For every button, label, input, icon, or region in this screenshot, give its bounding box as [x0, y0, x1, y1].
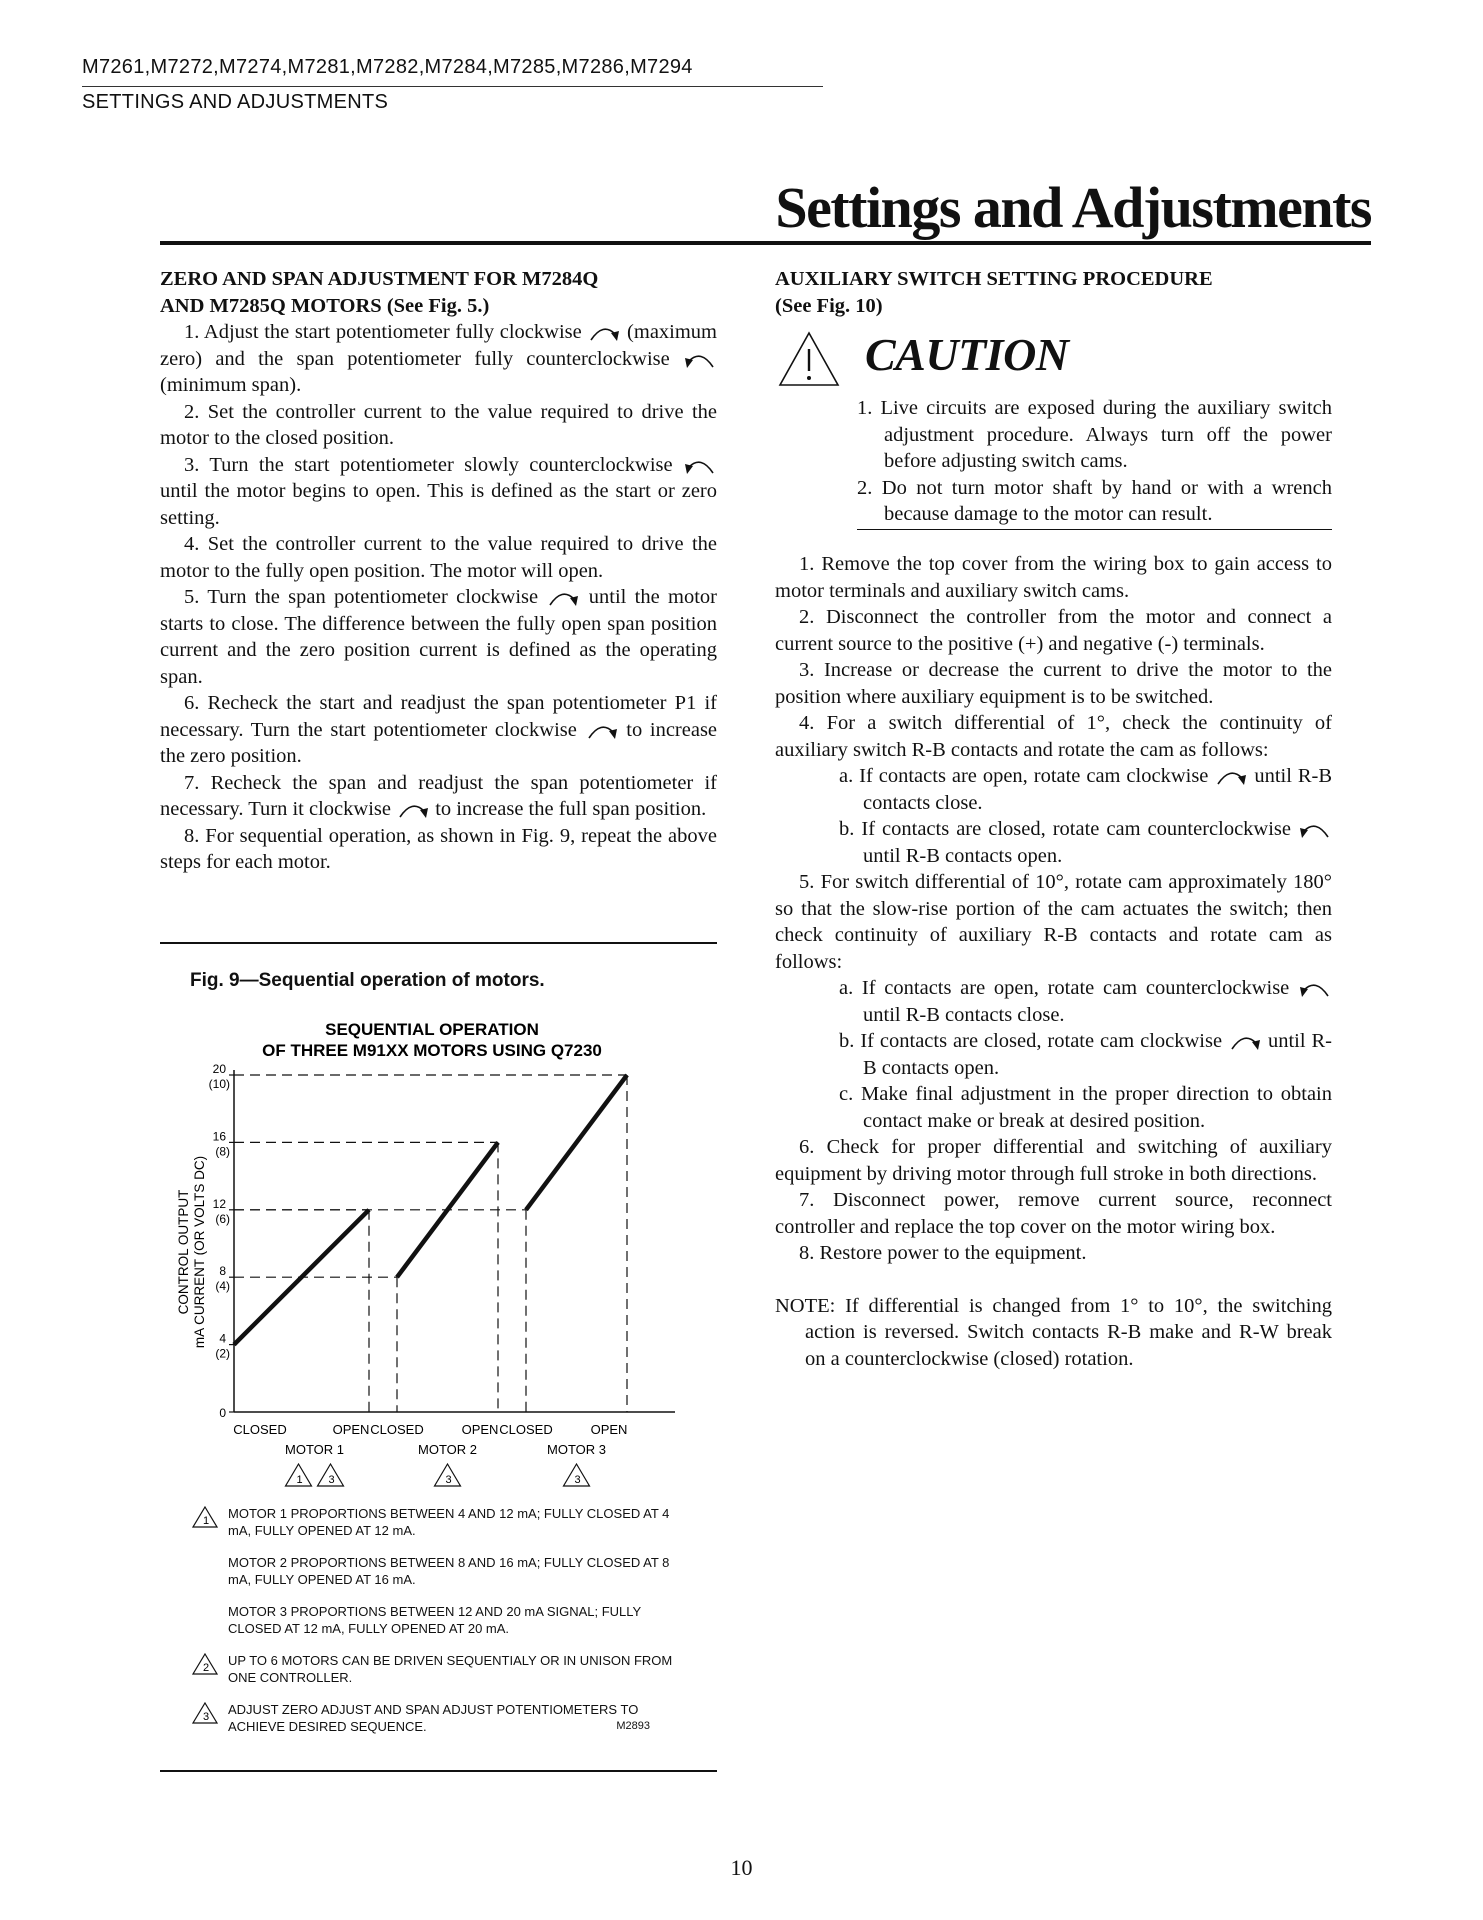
- step-3-b: until the motor begins to open. This is defined as the start or zero setting.: [160, 480, 717, 529]
- differential-note: NOTE: If differential is changed from 1° to 10°, the switching action is reversed. Switch contacts R-B make and R-W break on a counterclockwise (closed) rotation.: [775, 1294, 1332, 1370]
- svg-text:3: 3: [202, 1711, 210, 1723]
- y-tick-sublabel: (2): [215, 1346, 230, 1361]
- counterclockwise-arrow-icon: [1298, 978, 1332, 1000]
- figure-rule-bottom: [160, 1770, 717, 1772]
- right-column: [775, 266, 1332, 1372]
- svg-text:1: 1: [202, 1515, 210, 1527]
- clockwise-arrow-icon: [546, 587, 580, 609]
- closed-label: CLOSED: [233, 1422, 287, 1437]
- y-tick-label: 8: [219, 1264, 226, 1279]
- figure-note-1b: MOTOR 2 PROPORTIONS BETWEEN 8 AND 16 mA; FULLY CLOSED AT 8 mA, FULLY OPENED AT 16 mA.: [228, 1555, 670, 1587]
- note-2-triangle-icon: [192, 1653, 218, 1675]
- caution-item-1: 1. Live circuits are exposed during the auxiliary switch adjustment procedure. Always turn off the power before adjusting switch cams.: [857, 397, 1332, 472]
- caution-label: CAUTION: [865, 329, 1069, 380]
- aux-step-4b-text: b. If contacts are closed, rotate cam counterclockwise: [839, 818, 1291, 840]
- step-7-b: to increase the full span position.: [435, 798, 707, 820]
- warning-triangle-icon: [778, 331, 840, 387]
- closed-label: CLOSED: [370, 1422, 424, 1437]
- aux-step-5b: [775, 1028, 1332, 1081]
- step-1: [160, 319, 717, 399]
- heading-line-2: AND M7285Q MOTORS (See Fig. 5.): [160, 294, 490, 317]
- y-tick-sublabel: (4): [215, 1279, 230, 1294]
- aux-step-8: 8. Restore power to the equipment.: [799, 1242, 1087, 1264]
- aux-step-5: 5. For switch differential of 10°, rotate cam approximately 180° so that the slow-rise portion of the cam actuates the switch; then check continuity of auxiliary R-B contacts and rotate cam as follows:: [775, 871, 1332, 973]
- motor-label: MOTOR 2: [418, 1442, 477, 1457]
- motor-label: MOTOR 3: [547, 1442, 606, 1457]
- aux-step-5c: c. Make final adjustment in the proper direction to obtain contact make or break at desired position.: [839, 1083, 1332, 1132]
- open-label: OPEN: [590, 1422, 628, 1437]
- y-ticks: [209, 1062, 234, 1420]
- caution-list: [857, 395, 1332, 528]
- motor-label: MOTOR 1: [285, 1442, 344, 1457]
- step-6-a: 6. Recheck the start and readjust the span potentiometer P1 if necessary. Turn the start potentiometer clockwise: [160, 692, 717, 741]
- caution-rule: [857, 529, 1332, 530]
- note-2-text: UP TO 6 MOTORS CAN BE DRIVEN SEQUENTIALY OR IN UNISON FROM ONE CONTROLLER.: [228, 1653, 673, 1685]
- step-7-a: 7. Recheck the span and readjust the span potentiometer if necessary. Turn it clockwise: [160, 771, 717, 820]
- step-5-a: 5. Turn the span potentiometer clockwise: [184, 586, 539, 608]
- figure-rule-top: [160, 942, 717, 944]
- clockwise-arrow-icon: [587, 322, 621, 344]
- header-models: M7261,M7272,M7274,M7281,M7282,M7284,M7285,M7286,M7294: [82, 56, 693, 78]
- step-5-b: until the motor starts to close. The difference between the fully open span position current and the zero position current is defined as the operating span.: [160, 586, 717, 688]
- aux-step-1: 1. Remove the top cover from the wiring box to gain access to motor terminals and auxiliary switch cams.: [775, 553, 1332, 602]
- figure-code: M2893: [616, 1720, 650, 1732]
- y-tick-sublabel: (6): [215, 1211, 230, 1226]
- motor-3-line: [526, 1075, 627, 1210]
- aux-step-5a-text: a. If contacts are open, rotate cam counterclockwise: [839, 977, 1290, 999]
- figure-note-2: [190, 1652, 690, 1686]
- sequential-operation-chart: [160, 1000, 717, 1500]
- closed-label: CLOSED: [499, 1422, 553, 1437]
- svg-text:2: 2: [202, 1662, 210, 1674]
- caution-box: [775, 327, 1332, 551]
- header-section: SETTINGS AND ADJUSTMENTS: [82, 91, 389, 113]
- step-1-b: (maximum zero) and the span potentiometer fully counterclockwise: [160, 321, 718, 370]
- clockwise-arrow-icon: [1214, 766, 1248, 788]
- aux-step-5b-text: b. If contacts are closed, rotate cam clockwise: [839, 1030, 1223, 1052]
- note-ref-number: 1: [296, 1474, 303, 1486]
- step-7: [160, 770, 717, 823]
- y-tick-sublabel: (10): [208, 1077, 230, 1091]
- page-number: 10: [730, 1855, 753, 1880]
- step-1-a: 1. Adjust the start potentiometer fully clockwise: [184, 321, 582, 343]
- note-1-text: MOTOR 1 PROPORTIONS BETWEEN 4 AND 12 mA; FULLY CLOSED AT 4 mA, FULLY OPENED AT 12 mA.: [228, 1506, 670, 1538]
- y-tick-sublabel: (8): [215, 1144, 230, 1159]
- y-tick-label: 20: [212, 1062, 226, 1076]
- guide-lines: [234, 1075, 627, 1412]
- open-label: OPEN: [332, 1422, 370, 1437]
- clockwise-arrow-icon: [1228, 1031, 1262, 1053]
- clockwise-arrow-icon: [396, 799, 430, 821]
- note-1-triangle-icon: [192, 1506, 218, 1528]
- figure-note-1: [190, 1505, 690, 1539]
- note-ref-number: 3: [328, 1474, 335, 1486]
- step-8: 8. For sequential operation, as shown in Fig. 9, repeat the above steps for each motor.: [160, 824, 717, 873]
- aux-step-4a-text-2: until R-B contacts close.: [863, 765, 1333, 814]
- step-2: 2. Set the controller current to the value required to drive the motor to the closed position.: [160, 400, 717, 449]
- step-3: [160, 452, 717, 532]
- counterclockwise-arrow-icon: [683, 349, 717, 371]
- aux-step-6: 6. Check for proper differential and switching of auxiliary equipment by driving motor through full stroke in both directions.: [775, 1136, 1332, 1185]
- aux-step-4a-text: a. If contacts are open, rotate cam clockwise: [839, 765, 1209, 787]
- y-tick-label: 16: [212, 1129, 226, 1144]
- step-3-a: 3. Turn the start potentiometer slowly counterclockwise: [184, 453, 673, 476]
- note-3-text: ADJUST ZERO ADJUST AND SPAN ADJUST POTENTIOMETERS TO ACHIEVE DESIRED SEQUENCE.: [228, 1702, 639, 1734]
- caution-item-2: 2. Do not turn motor shaft by hand or with a wrench because damage to the motor can result.: [857, 476, 1332, 525]
- heading-line-1: ZERO AND SPAN ADJUSTMENT FOR M7284Q: [160, 268, 599, 290]
- note-ref-number: 3: [445, 1474, 452, 1486]
- y-tick-label: 4: [219, 1331, 226, 1346]
- aux-heading-line-1: AUXILIARY SWITCH SETTING PROCEDURE: [775, 268, 1213, 290]
- aux-switch-heading: [775, 266, 1332, 319]
- page-title: Settings and Adjustments: [775, 175, 1371, 240]
- aux-step-4b: [775, 816, 1332, 869]
- y-axis-label: CONTROL OUTPUT: [176, 1189, 191, 1315]
- title-rule: [160, 241, 1371, 245]
- header-rule: [82, 86, 823, 87]
- figure-note-1c: MOTOR 3 PROPORTIONS BETWEEN 12 AND 20 mA SIGNAL; FULLY CLOSED AT 12 mA, FULLY OPENED AT 20 mA.: [228, 1604, 641, 1636]
- y-axis-label-2: mA CURRENT (OR VOLTS DC): [192, 1155, 207, 1349]
- left-column: [160, 266, 717, 876]
- aux-step-4: 4. For a switch differential of 1°, check the continuity of auxiliary switch R-B contacts and rotate the cam as follows:: [775, 712, 1332, 761]
- step-6: [160, 690, 717, 770]
- aux-step-3: 3. Increase or decrease the current to drive the motor to the position where auxiliary equipment is to be switched.: [775, 659, 1332, 708]
- y-tick-label: 0: [219, 1406, 226, 1420]
- step-6-b: to increase the zero position.: [160, 718, 718, 767]
- aux-step-2: 2. Disconnect the controller from the motor and connect a current source to the positive (+) and negative (-) terminals.: [775, 606, 1332, 655]
- step-1-c: (minimum span).: [160, 374, 302, 396]
- aux-step-5b-text-2: until R-B contacts open.: [863, 1030, 1333, 1079]
- aux-step-4a: [775, 763, 1332, 816]
- zero-span-heading: [160, 266, 717, 319]
- clockwise-arrow-icon: [585, 720, 619, 742]
- aux-step-4b-text-2: until R-B contacts open.: [863, 844, 1063, 867]
- y-tick-label: 12: [212, 1196, 226, 1211]
- note-3-triangle-icon: [192, 1702, 218, 1724]
- figure-note-3: [190, 1701, 690, 1735]
- aux-step-7: 7. Disconnect power, remove current source, reconnect controller and replace the top cover on the motor wiring box.: [775, 1189, 1332, 1238]
- x-labels: [233, 1422, 627, 1486]
- open-label: OPEN: [461, 1422, 499, 1437]
- figure-notes: [190, 1505, 690, 1750]
- figure-caption: Fig. 9—Sequential operation of motors.: [190, 970, 545, 991]
- step-5: [160, 584, 717, 690]
- aux-heading-line-2: (See Fig. 10): [775, 294, 883, 317]
- aux-step-5a: [775, 975, 1332, 1028]
- chart-title: SEQUENTIAL OPERATION: [325, 1020, 539, 1039]
- counterclockwise-arrow-icon: [683, 455, 717, 477]
- counterclockwise-arrow-icon: [1298, 819, 1332, 841]
- aux-step-5a-text-2: until R-B contacts close.: [863, 1003, 1065, 1026]
- note-ref-number: 3: [574, 1474, 581, 1486]
- step-4: 4. Set the controller current to the value required to drive the motor to the fully open position. The motor will open.: [160, 533, 717, 582]
- chart-subtitle: OF THREE M91XX MOTORS USING Q7230: [262, 1041, 602, 1060]
